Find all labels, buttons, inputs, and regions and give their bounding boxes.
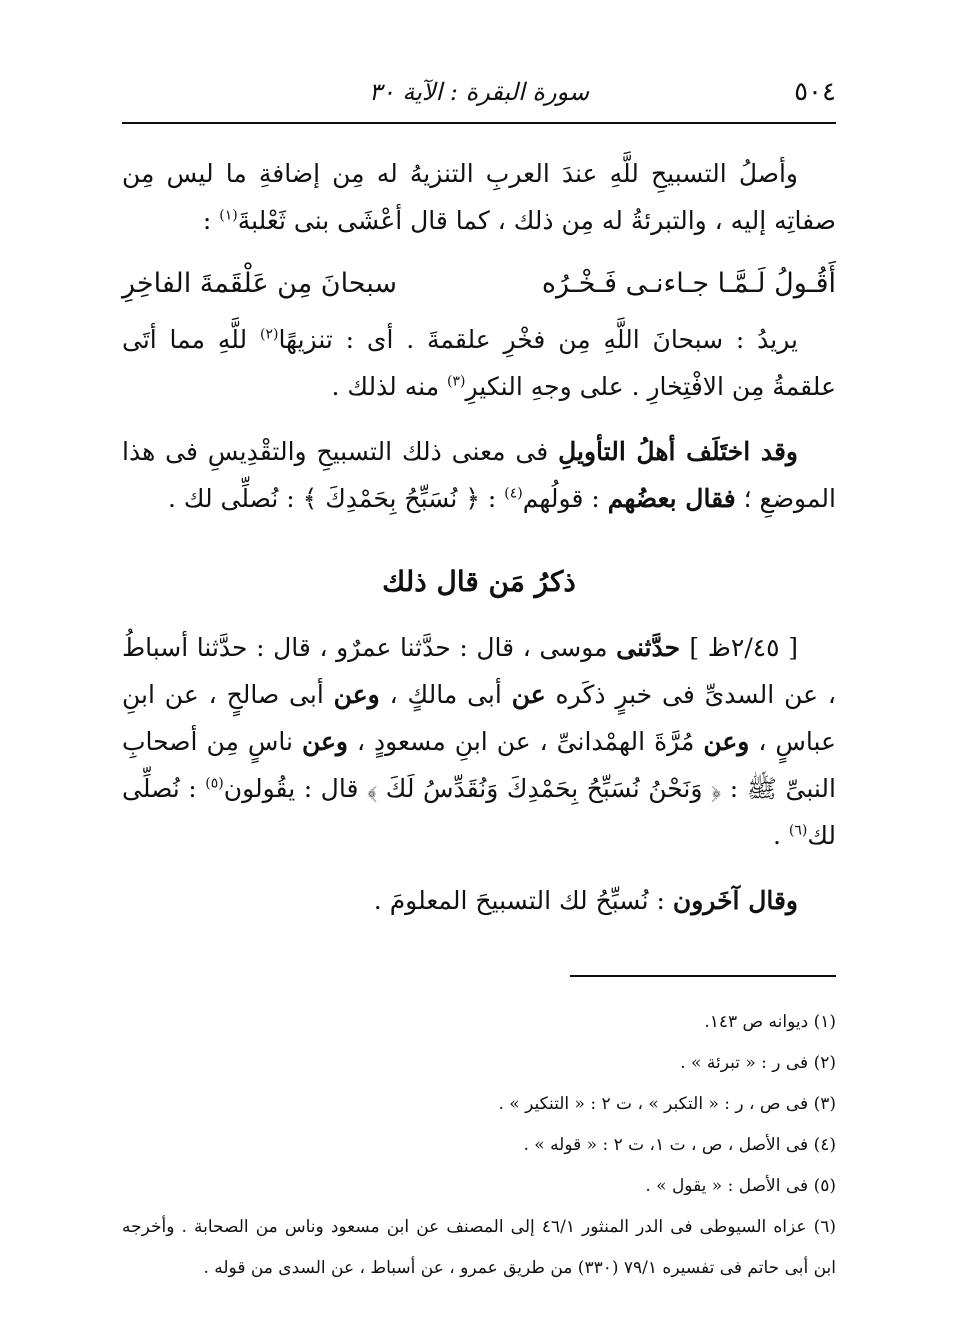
poem-hemistich-first: أَقُـولُ لَـمَّـا جـاءنـى فَـخْـرُه <box>541 268 836 299</box>
manuscript-marker: [ ٢/٤٥ظ ] <box>689 633 798 662</box>
text-run: يريدُ : سبحانَ اللَّهِ مِن فخْرِ علقمةَ . أى : تنزيهًا <box>278 325 799 354</box>
footnote-ref-2: (٢) <box>259 326 279 343</box>
text-run: وأصلُ التسبيحِ للَّهِ عندَ العربِ التنزيهُ له مِن إضافةِ ما ليس مِن صفاتِه إليه ، والتبرئةُ له مِن ذلك ، كما قال أعْشَى بنى ثَعْلبةَ <box>122 159 836 235</box>
footnote-divider <box>570 975 836 977</box>
bold-phrase: وعن <box>703 727 750 756</box>
bold-phrase: حدَّثنى <box>616 633 690 662</box>
footnote-ref-5: (٥) <box>205 775 224 792</box>
header-divider <box>122 122 836 124</box>
text-run: للَّهِ مما أتَى علقمةُ مِن الافْتِخارِ . على وجهِ النكيرِ <box>122 325 836 401</box>
text-run: : قولُهم <box>522 484 608 513</box>
text-run: : نُسبِّحُ لك التسبيحَ المعلومَ . <box>373 886 673 915</box>
bold-phrase: فقال بعضُهم <box>607 484 736 513</box>
bold-phrase: عن <box>511 680 546 709</box>
section-heading: ذكرُ مَن قال ذلك <box>382 565 576 598</box>
bold-phrase: وعن <box>301 727 348 756</box>
footnote-2: (٢) فى ر : « تبرئة » . <box>680 1053 836 1073</box>
footnote-3: (٣) فى ص ، ر : « التكبر » ، ت ٢ : « التنكير » . <box>498 1094 836 1114</box>
text-run: أبى مالكٍ ، <box>379 680 512 709</box>
footnote-6: (٦) عزاه السيوطى فى الدر المنثور ٤٦/١ إلى المصنف عن ابن مسعود وناس من الصحابة . وأخرجه ابن أبى حاتم فى تفسيره ٧٩/١ (٣٣٠) من طريق عمرو ، عن أسباط ، عن السدى من قوله . <box>122 1217 837 1278</box>
footnote-ref-1: (١) <box>219 207 238 224</box>
text-run: منه لذلك . <box>331 372 448 401</box>
text-run: : ﴿ نُسَبِّحُ بِحَمْدِكَ ﴾ : نُصلِّى لك . <box>168 484 505 513</box>
poem-hemistich-second: سبحانَ مِن عَلْقَمةَ الفاخِرِ <box>122 268 398 299</box>
footnote-ref-4: (٤) <box>504 485 523 502</box>
paragraph-4 <box>122 624 836 859</box>
text-run: فى معنى ذلك التسبيحِ والتقْدِيسِ فى هذا الموضعِ ؛ <box>122 437 836 513</box>
page-header <box>122 62 836 118</box>
running-title: سورة البقرة : الآية ٣٠ <box>368 78 590 106</box>
paragraph-1 <box>122 150 836 244</box>
footnote-5: (٥) فى الأصل : « يقول » . <box>645 1176 836 1196</box>
text-run: أبى صالحٍ ، عن ابنِ عباسٍ ، <box>122 680 837 756</box>
paragraph-3 <box>122 428 836 522</box>
bold-phrase: وعن <box>333 680 380 709</box>
paragraph-5 <box>122 877 836 924</box>
footnote-ref-6: (٦) <box>788 822 808 839</box>
poem-verse <box>122 258 836 310</box>
text-run: . <box>772 821 789 850</box>
text-run: مُرَّةَ الهمْدانىِّ ، عن ابنِ مسعودٍ ، <box>347 727 704 756</box>
text-run: : <box>202 206 220 235</box>
text-run: موسى ، قال : حدَّثنا عمرٌو ، قال : حدَّثنا أسباطُ ، عن السدىِّ فى خبرٍ ذكَره <box>122 633 837 709</box>
paragraph-2 <box>122 316 836 410</box>
text-run: : نُصلِّى لك <box>122 774 836 850</box>
main-text <box>122 150 836 924</box>
footnote-1: (١) ديوانه ص ١٤٣. <box>704 1012 836 1032</box>
text-run: ناسٍ مِن أصحابِ النبىِّ ﷺ : ﴿ وَنَحْنُ نُسَبِّحُ بِحَمْدِكَ وَنُقَدِّسُ لَكَ ﴾ قال : يقُولون <box>122 727 836 803</box>
bold-phrase: وقد اختَلَف أهلُ التأويلِ <box>558 437 798 466</box>
footnote-4: (٤) فى الأصل ، ص ، ت ١، ت ٢ : « قوله » . <box>523 1135 836 1155</box>
page-number: ٥٠٤ <box>794 77 836 107</box>
footnote-ref-3: (٣) <box>447 373 466 390</box>
bold-phrase: وقال آخَرون <box>672 886 798 915</box>
footnotes <box>122 1002 836 1289</box>
